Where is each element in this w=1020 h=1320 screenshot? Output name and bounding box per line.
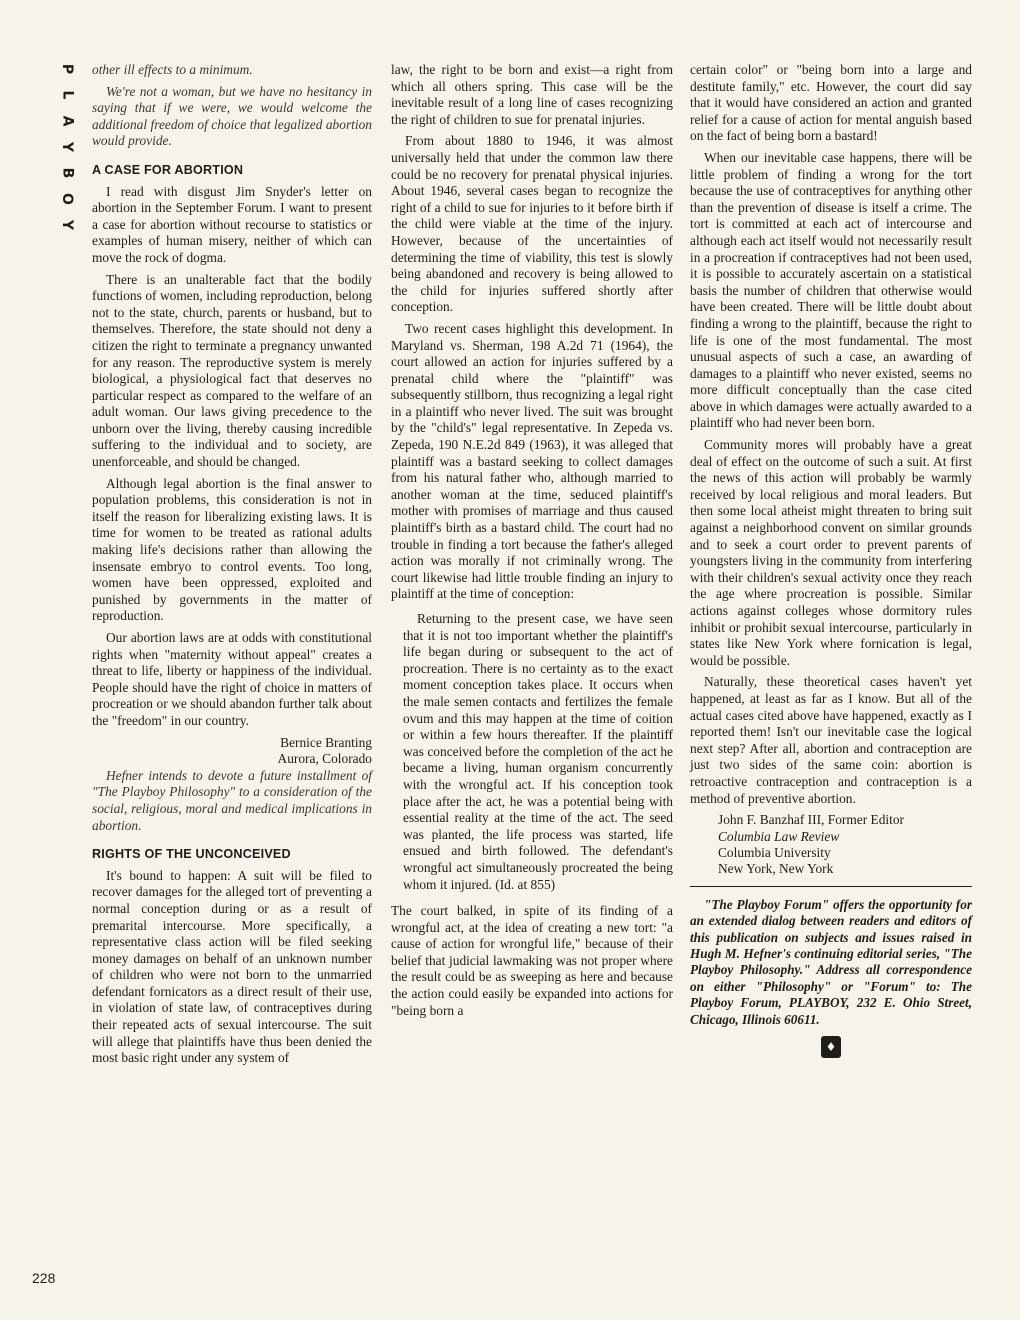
letter-heading: RIGHTS OF THE UNCONCEIVED — [92, 847, 291, 862]
letter-paragraph: law, the right to be born and exist—a right from which all others spring. This case will be the inevitable result of a long line of cases recognizing the right of children to sue for prenatal injuries. — [391, 62, 673, 127]
sidebar-letter: O — [59, 193, 75, 205]
letter-paragraph: certain color" or "being born into a large and destitute family," etc. However, the court did say that it would have considered an action and granted relief for a cause of action for mental anguish based on the fact of being born a bastard! — [690, 62, 972, 144]
sidebar-letter: P — [58, 63, 75, 75]
letter-paragraph: From about 1880 to 1946, it was almost universally held that under the common law there could be no recovery for prenatal physical injuries. About 1946, several cases began to recognize the right of a child to sue for injuries to it before birth if the child were viable at the time of the injury. However, because of the uncertainties of determining the time of viability, this test is slowly being abandoned and recovery is being allowed to the child for injuries suffered shortly after conception. — [391, 133, 673, 315]
editor-note: Hefner intends to devote a future installment of "The Playboy Philosophy" to a consideration of the social, religious, moral and medical implications in abortion. — [92, 767, 372, 833]
signature-line: Columbia University — [718, 844, 831, 860]
sidebar-letter: Y — [58, 219, 75, 231]
column-3 — [690, 62, 972, 1058]
quote-text: Returning to the present case, we have seen that it is not too important whether the plaintiff's life began during or subsequent to the act of procreation. There is no certainty as to the exact moment conception takes place. It occurs when the male semen contacts and fertilizes the female ovum and this may happen at the time of coition or within a few hours thereafter. If the plaintiff was conceived before the completion of the act he became a living, human organism concurrently with the wrongful act. If his conception took place after the act, he was a potential being with essential reality at the time of the act. The seed was planted, the life process was started, life ensued and birth followed. The defendant's wrongful act simultaneously procreated the being whom it injured. (Id. at 855) — [403, 611, 673, 892]
letter-paragraph: Our abortion laws are at odds with constitutional rights when "maternity without appeal" creates a threat to life, liberty or happiness of the individual. People should have the right of choice in matters of procreation or we should abandon further talk about the "freedom" in our country. — [92, 630, 372, 728]
sidebar-letter: A — [59, 115, 75, 127]
column-2 — [391, 62, 673, 1024]
editor-reply-text: other ill effects to a minimum. — [92, 62, 253, 77]
divider-rule — [690, 886, 972, 887]
letter-paragraph: I read with disgust Jim Snyder's letter on abortion in the September Forum. I want to present a case for abortion without recourse to statistics or examples of human misery, neither of which can move the rock of dogma. — [92, 183, 372, 265]
letter-heading: A CASE FOR ABORTION — [92, 162, 244, 177]
rabbit-logo-icon: ♦ — [821, 1036, 841, 1058]
column-1 — [92, 62, 372, 1072]
letter-paragraph: When our inevitable case happens, there will be little problem of finding a wrong for the tort because the use of contraceptives for anything other than the prevention of disease is itself a crime. The tort is committed at each act of intercourse and although each act itself would not necessarily result in a procreation if contraceptives had not been used, it is possible to accurately ascertain on a statistical basis the number of children that otherwise would have been created. There will be little doubt about finding a wrong to the plaintiff, because the right to life is one of the most fundamental. The most unusual aspects of such a case, an awarding of damages to a plaintiff who never existed, seems no more difficult conceptually than the case cited above in which damages were actually awarded to a plaintiff who had never been born. — [690, 149, 972, 431]
sidebar-letter: L — [58, 90, 75, 100]
signature-line: New York, New York — [718, 861, 834, 877]
letter-paragraph: There is an unalterable fact that the bodily functions of women, including reproduction, belong not to the state, church, parents or husband, but to themselves. Therefore, the state should not deny a citizen the right to terminate a pregnancy unwanted for any reason. The reproductive system is merely biological, a physiological fact that deserves no particular respect as compared to the welfare of an adult woman. Our laws giving precedence to the unborn over the living, thereby causing incredible suffering to the individual and to society, are unenforceable, and should be changed. — [92, 271, 372, 470]
letter-paragraph: Although legal abortion is the final answer to population problems, this consideration is not in itself the reason for liberalizing existing laws. It is time for women to be treated as rational adults making life's decisions rather than allowing the insensate embryo to control events. Too long, women have been oppressed, exploited and punished by governments in the matter of reproduction. — [92, 475, 372, 624]
letter-paragraph: The court balked, in spite of its finding of a wrongful act, at the idea of creating a new tort: "a cause of action for wrongful life," because of their belief that judicial lawmaking was not proper where the result could be as sweeping as here and because the action could easily be expanded into actions for "being born a — [391, 903, 673, 1018]
forum-note: "The Playboy Forum" offers the opportunity for an extended dialog between readers and editors of this publication on subjects and issues raised in Hugh M. Hefner's continuing editorial series, "The Playboy Philosophy." Address all correspondence on either "Philosophy" or "Forum" to: The Playboy Forum, PLAYBOY, 232 E. Ohio Street, Chicago, Illinois 60611. — [690, 896, 972, 1027]
magazine-sidebar-title — [54, 62, 80, 232]
editor-reply-text: We're not a woman, but we have no hesitancy in saying that if we were, we would welcome the additional freedom of choice that legalized abortion would provide. — [92, 83, 372, 149]
sidebar-letter: Y — [58, 141, 75, 153]
signature-name: Bernice Branting — [280, 734, 372, 750]
letter-paragraph: Community mores will probably have a great deal of effect on the outcome of such a suit. At first the news of this action will probably be warmly received by local religious and moral leaders. But then some local atheist might threaten to bring suit against a neighborhood convent on similar grounds and to seek a court order to prevent parents of youngsters living in the community from interfering with their children's sexual activity once they reach the age where procreation is possible. Similar actions against colleges whose dormitory rules inhibit or prohibit sexual intercourse, particularly in states like New York where fornication is legal, would be possible. — [690, 437, 972, 668]
signature-block — [690, 812, 972, 878]
sidebar-letter: B — [58, 167, 75, 179]
signature-place: Aurora, Colorado — [277, 751, 372, 767]
page-number: 228 — [32, 1270, 56, 1286]
letter-paragraph: Naturally, these theoretical cases haven't yet happened, at least as far as I know. But all of the actual cases cited above have happened, exactly as I reported them! Isn't our inevitable case the logical next step? After all, abortion and contraception are just two sides of the same coin: abortion is retroactive contraception and contraception is a method of preventive abortion. — [690, 674, 972, 806]
signature-line: Columbia Law Review — [718, 828, 840, 844]
court-quote — [391, 611, 673, 893]
letter-paragraph: It's bound to happen: A suit will be filed to recover damages for the alleged tort of preventing a normal conception during or as a result of premarital intercourse. More specifically, a representative class action will be filed seeking money damages on behalf of an unknown number of children who were not born to the unmarried defendant fornicators as a direct result of their use, in violation of state law, of contraceptives during their repeated acts of sexual intercourse. The suit will allege that plaintiffs have thus been denied the most basic right under any system of — [92, 867, 372, 1066]
signature-line: John F. Banzhaf III, Former Editor — [718, 812, 904, 828]
letter-paragraph: Two recent cases highlight this development. In Maryland vs. Sherman, 198 A.2d 71 (1964), the court allowed an action for injuries suffered by a prenatal child where the "plaintiff" was subsequently stillborn, thus recognizing a legal right in a plaintiff who never lived. The suit was brought by the "child's" legal representative. In Zepeda vs. Zepeda, 190 N.E.2d 849 (1963), it was alleged that plaintiff was a bastard seeking to collect damages from his natural father who, although married to another woman at the time, seduced plaintiff's mother with promises of marriage and thus caused plaintiff's birth as a bastard child. The court had no trouble in finding a tort because the father's alleged action was morally if not criminally wrong. The court likewise had little trouble finding an injury to plaintiff at the time of conception: — [391, 320, 673, 602]
